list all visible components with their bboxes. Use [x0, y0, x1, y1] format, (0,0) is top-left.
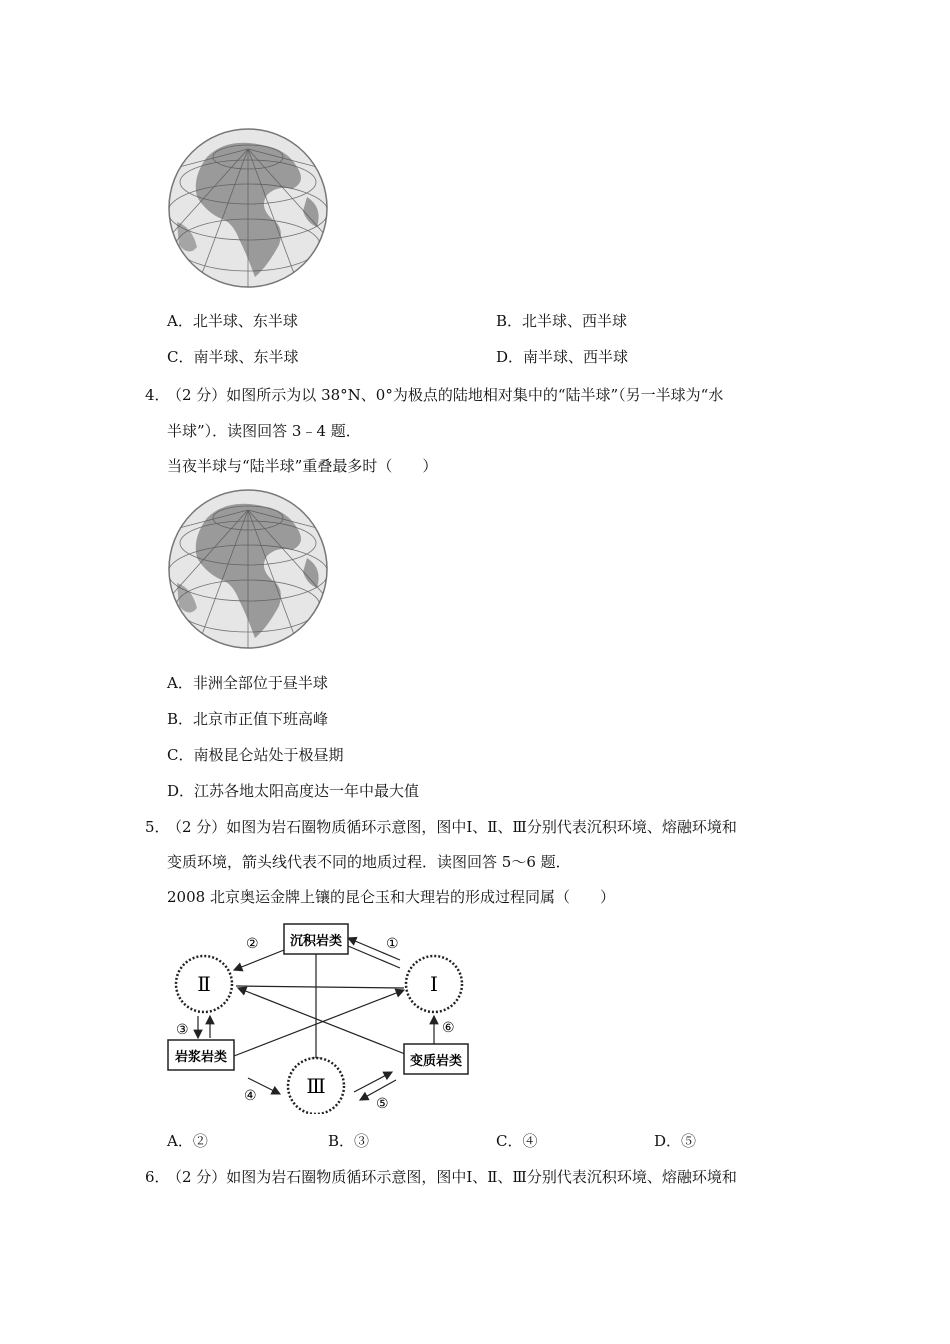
sedimentary-label: 沉积岩类: [289, 934, 343, 949]
arrow-III-to-meta: [354, 1072, 392, 1092]
option-d: D．⑤: [654, 1132, 697, 1150]
arrow-sed-to-II: [234, 950, 284, 970]
option-c: C．南极昆仑站处于极昼期: [167, 746, 344, 764]
arrow-I-to-II: [236, 986, 404, 988]
process-number-3: ③: [176, 1022, 189, 1038]
process-number-6: ⑥: [442, 1020, 455, 1036]
option-a: A．②: [167, 1132, 208, 1150]
option-c: C．南半球、东半球: [167, 348, 299, 366]
env-I-label: Ⅰ: [430, 972, 438, 996]
option-b: B．北半球、西半球: [496, 312, 628, 330]
env-II-label: Ⅱ: [197, 972, 211, 996]
rock-cycle-diagram: [166, 918, 472, 1114]
process-number-1: ①: [386, 936, 399, 952]
env-III-label: Ⅲ: [306, 1074, 326, 1098]
option-a: A．非洲全部位于昼半球: [167, 674, 328, 692]
option-b: B．北京市正值下班高峰: [167, 710, 329, 728]
option-c: C．④: [496, 1132, 538, 1150]
arrow-mag-to-I: [234, 990, 404, 1056]
process-number-2: ②: [246, 936, 259, 952]
process-number-4: ④: [244, 1088, 257, 1104]
question-text: （2 分）如图为岩石圈物质循环示意图，图中Ⅰ、Ⅱ、Ⅲ分别代表沉积环境、熔融环境和: [167, 1168, 737, 1186]
question-text: （2 分）如图为岩石圈物质循环示意图，图中Ⅰ、Ⅱ、Ⅲ分别代表沉积环境、熔融环境和: [167, 818, 737, 836]
magmatic-label: 岩浆岩类: [174, 1050, 228, 1065]
globe-icon: [167, 127, 329, 289]
question-text: 半球”）．读图回答 3﹣4 题．: [167, 422, 361, 440]
option-b: B．③: [328, 1132, 370, 1150]
question-text: 变质环境，箭头线代表不同的地质过程．读图回答 5～6 题．: [167, 853, 571, 871]
process-number-5: ⑤: [376, 1096, 389, 1112]
question-number: 4．: [145, 386, 170, 404]
option-a: A．北半球、东半球: [167, 312, 298, 330]
question-text: （2 分）如图所示为以 38°N、0°为极点的陆地相对集中的“陆半球”（另一半球为“水: [167, 386, 724, 404]
question-stem: 当夜半球与“陆半球”重叠最多时（ ）: [167, 457, 438, 475]
globe-icon: [167, 488, 329, 650]
option-d: D．南半球、西半球: [496, 348, 629, 366]
question-stem: 2008 北京奥运金牌上镶的昆仑玉和大理岩的形成过程同属（ ）: [167, 888, 615, 906]
question-number: 5．: [145, 818, 170, 836]
metamorphic-label: 变质岩类: [409, 1054, 463, 1069]
question-number: 6．: [145, 1168, 170, 1186]
option-d: D．江苏各地太阳高度达一年中最大值: [167, 782, 420, 800]
